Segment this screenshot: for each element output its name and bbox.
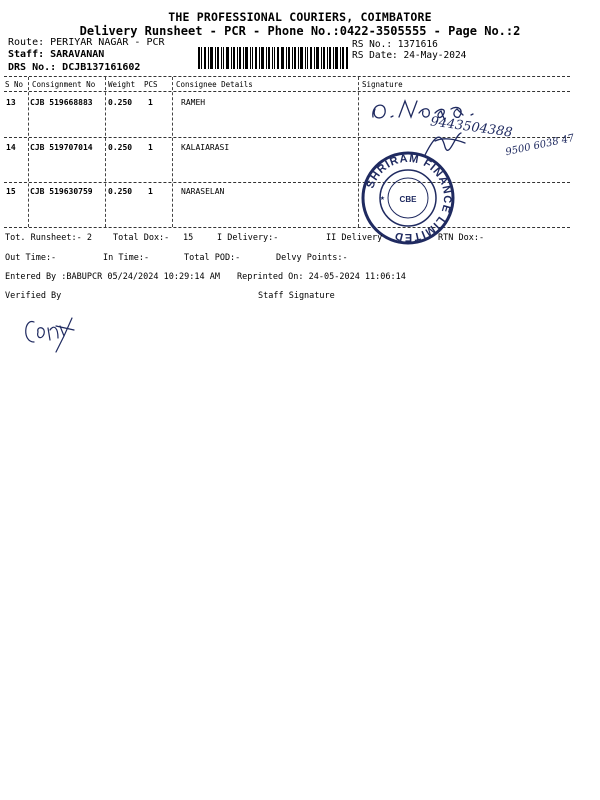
row-consignment: CJB 519707014 <box>30 143 93 152</box>
company-title: THE PROFESSIONAL COURIERS, COIMBATORE <box>168 10 432 24</box>
route-label: Route: PERIYAR NAGAR - PCR <box>8 37 165 48</box>
stamp-center-text: CBE <box>399 195 417 204</box>
col-header-consignee: Consignee Details <box>176 80 253 89</box>
col-header-pcs: PCS <box>144 80 158 89</box>
verified-by: Verified By <box>5 291 62 301</box>
row-weight: 0.250 <box>108 143 133 152</box>
stamp-star-icon: ★ <box>380 193 385 202</box>
column-divider <box>105 77 106 227</box>
table-bottom-rule <box>4 227 570 228</box>
total-dox-label: Total Dox:- <box>113 233 170 243</box>
rtn-dox: RTN Dox:- <box>438 233 485 243</box>
column-divider <box>28 77 29 227</box>
in-time: In Time:- <box>103 253 150 263</box>
staff-label: Staff: SARAVANAN <box>8 49 105 60</box>
column-divider <box>172 77 173 227</box>
row-pcs: 1 <box>148 187 153 196</box>
row-sno: 15 <box>6 187 16 196</box>
row-consignee: KALAIARASI <box>181 143 230 152</box>
row-weight: 0.250 <box>108 187 133 196</box>
col-header-sno: S No <box>5 80 24 89</box>
ii-delivery: II Delivery <box>326 233 383 243</box>
row-consignment: CJB 519668883 <box>30 98 93 107</box>
table-header-rule <box>4 91 570 92</box>
tot-runsheet: Tot. Runsheet:- 2 <box>5 233 92 243</box>
staff-signature: Staff Signature <box>258 291 335 301</box>
row-weight: 0.250 <box>108 98 133 107</box>
col-header-weight: Weight <box>108 80 136 89</box>
handwritten-phone: 9443504388 <box>429 114 514 141</box>
rs-date: RS Date: 24-May-2024 <box>352 50 467 61</box>
row-sno: 14 <box>6 143 16 152</box>
rs-number: RS No.: 1371616 <box>352 39 438 50</box>
row-consignee: RAMEH <box>181 98 206 107</box>
row-consignee: NARASELAN <box>181 187 225 196</box>
handwritten-phone-extra: 9500 6038 47 <box>504 132 576 159</box>
col-header-signature: Signature <box>362 80 403 89</box>
total-dox-value: 15 <box>183 233 194 243</box>
stamp-ring-text: SHRIRAM FINANCE LIMITED <box>364 152 454 244</box>
col-header-consignment: Consignment No <box>32 80 96 89</box>
barcode <box>198 47 348 69</box>
drs-number: DRS No.: DCJB137161602 <box>8 62 141 73</box>
runsheet-subtitle: Delivery Runsheet - PCR - Phone No.:0422-3505555 - Page No.:2 <box>79 24 521 38</box>
row-pcs: 1 <box>148 98 153 107</box>
total-pod: Total POD:- <box>184 253 241 263</box>
reprinted-on: Reprinted On: 24-05-2024 11:06:14 <box>237 272 406 282</box>
row-pcs: 1 <box>148 143 153 152</box>
table-top-rule <box>4 76 570 77</box>
i-delivery: I Delivery:- <box>217 233 279 243</box>
delvy-points: Delvy Points:- <box>276 253 348 263</box>
row-consignment: CJB 519630759 <box>30 187 93 196</box>
entered-by: Entered By :BABUPCR 05/24/2024 10:29:14 AM <box>5 272 220 282</box>
out-time: Out Time:- <box>5 253 57 263</box>
verifier-initials <box>20 308 80 354</box>
company-stamp <box>360 150 456 246</box>
row-sno: 13 <box>6 98 16 107</box>
column-divider <box>358 77 359 227</box>
